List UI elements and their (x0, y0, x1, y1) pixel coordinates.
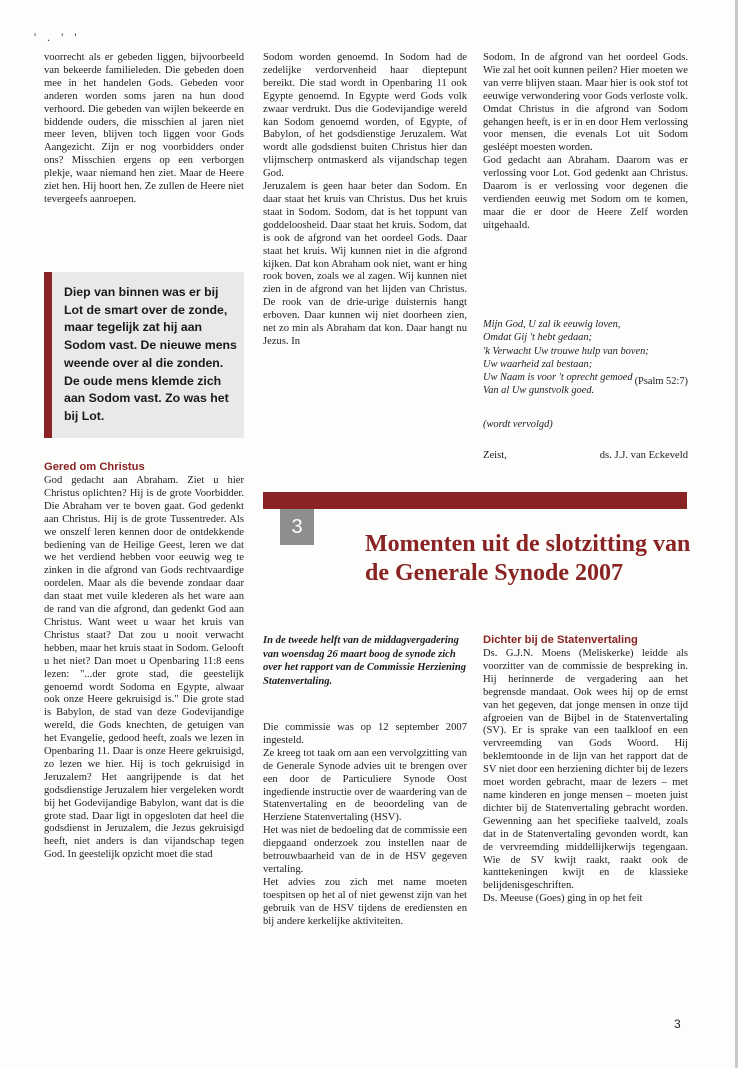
paragraph: Sodom worden genoemd. In Sodom had de zedelijke verdorvenheid haar dieptepunt bereikt. Die stad wordt in Openbaring 11 ook Egypte genoemd. In Egypte werd Gods volk zwaar verdrukt. Dus die Godevijandige wereld kan Sodom genoemd worden, of Egypte, of Babylon, of het godsdienstige Jeruzalem. Wat wordt alle godsdienst buiten Christus hier dan vlijmscherp ontmaskerd als vijandschap tegen God. (263, 52, 467, 180)
pull-quote-text: Diep van binnen was er bij Lot de smart over de zonde, maar tegelijk zat hij aan Sodom vast. De nieuwe mens weende over al die zonden. De oude mens klemde zich aan Sodom vast. Zo was het bij Lot. (64, 285, 237, 423)
pull-quote-bar (44, 272, 52, 438)
paragraph: Ds. Meeuse (Goes) ging in op het feit (483, 893, 643, 905)
paragraph: Sodom. In de afgrond van het oordeel Gods. Wie zal het ooit kunnen peilen? Hier moeten we van verre blijven staan. Maar hier is ook stof tot eeuwige verwondering voor Gods verloste volk. Omdat Christus in die afgrond van Sodom gehangen heeft, is er in en door Hem verlossing voor mensen, die evenals Lot uit Sodom gesléépt moesten worden. (483, 52, 688, 154)
paragraph: Die commissie was op 12 september 2007 ingesteld. (263, 722, 467, 746)
subheading-gered-om-christus: Gered om Christus (44, 461, 145, 473)
poem-line: Uw Naam is voor 't oprecht gemoed (483, 372, 633, 384)
article-intro: In de tweede helft van de middagvergadering van woensdag 26 maart boog de synode zich over het rapport van de Commissie Herziening Statenvertaling. (263, 635, 467, 687)
paragraph: Jeruzalem is geen haar beter dan Sodom. En daar staat het kruis van Christus. Dus het kruis staat in Sodom. Sodom, dat is het toppunt van goddeloosheid. Daar staat het kruis. Sodom, dat is ook de afgrond van het oordeel Gods. Daar staat het kruis. Wij kunnen niet in die afgrond kijken. Dat kon Abraham ook niet, want er hing rook boven, zoals we al zagen. Wij kunnen niet zien in de afgrond van het lijden van Christus. De rook van de drie-urige duisternis hangt erboven. Daar kunnen wij niet doorheen zien, net zo min als Abraham dat kon. Daar hangt nu Jezus. In (263, 181, 467, 347)
to-be-continued: (wordt vervolgd) (483, 419, 553, 430)
paragraph: Het advies zou zich met name moeten toespitsen op het al of niet gewenst zijn van het gebruik van de HSV tijdens de erediensten en bij andere kerkelijke aktiviteiten. (263, 876, 467, 927)
page-number: 3 (674, 1017, 681, 1031)
poem-line: Van al Uw gunstvolk goed. (483, 385, 595, 397)
corner-mark: ' . ' ' (34, 30, 81, 44)
column-3-top (483, 52, 688, 233)
paragraph: Ds. G.J.N. Moens (Meliskerke) leidde als voorzitter van de commissie de bespreking in. Hij herinnerde de vergadering aan het begrensde mandaat. Ook wees hij op de ernst van het gegeven, dat jonge mensen in onze tijd afgroeien van de Bijbel in de Statenvertaling (SV). Er is sprake van een taalkloof en een vervreemding van Gods Woord. Hij beklemtoonde in de lijn van het rapport dat de SV niet door een herziening dichter bij de lezers moet worden gebracht, maar de lezers – met name kinderen en jonge mensen – moeten juist dichter bij de Statenvertaling gebracht worden. Gewenning aan het specifieke taalveld, zoals dat in de Statenvertaling gevonden wordt, kan de vervreemding middellijkerwijs tegengaan. Wie de SV kwijt raakt, raakt ook de kanttekeningen kwijt en de klassieke belijdenisgeschriften. (483, 648, 688, 892)
pull-quote (44, 272, 244, 438)
column-2-top (263, 52, 467, 349)
poem-line: 'k Verwacht Uw trouwe hulp van boven; (483, 345, 649, 357)
poem-line: Mijn God, U zal ik eeuwig loven, (483, 319, 621, 330)
signature-author: ds. J.J. van Eckeveld (599, 450, 688, 461)
paragraph: Ze kreeg tot taak om aan een vervolgzitting van de Generale Synode advies uit te brengen over een door de Particuliere Synode Oost ingediende instructie over de waardering van de Statenvertaling en de beoordeling van de Herziene Statenvertaling (HSV). (263, 747, 467, 824)
column-1-bottom (44, 475, 244, 862)
paragraph: voorrecht als er gebeden liggen, bijvoorbeeld van bekeerde familieleden. Die gebeden doen mee in het handelen Gods. Gebeden voor anderen worden soms jaren na hun dood verhoord. Die gebeden van wijlen bekeerde en biddende ouders, die misschien al jaren niet meer leven, blijven toch liggen voor Gods Aangezicht. Zijn er nog voorbidders onder ons? Misschien ergens op een verborgen plekje, waar niemand hen ziet. Maar de Heere ziet hen. Hij hoort hen. Ze zullen de Heere niet tevergeefs aanroepen. (44, 52, 244, 205)
article-banner (263, 492, 687, 509)
column-3-bottom (483, 648, 688, 906)
column-2-bottom (263, 722, 467, 929)
subheading-dichter-bij-sv: Dichter bij de Statenvertaling (483, 634, 638, 646)
article-number: 3 (280, 509, 314, 545)
poem-line: Uw waarheid zal bestaan; (483, 358, 593, 370)
poem-line: Omdat Gij 't hebt gedaan; (483, 332, 593, 344)
paragraph: God gedacht aan Abraham. Daarom was er verlossing voor Lot. God gedenkt aan Christus. Daarom is er verlossing voor degenen die verdienden eeuwig met Sodom om te komen, maar die er door de Heere Zelf worden uitgehaald. (483, 155, 688, 231)
column-1-top (44, 52, 244, 207)
paragraph: God gedacht aan Abraham. Ziet u hier Christus oplichten? Hij is de grote Voorbidder. Die Abraham ver te boven gaat. God gedenkt aan Christus. Hij is de grote Tussentreder. Als we onszelf leren kennen door de ontdekkende bediening van de Heilige Geest, leren we dat we het verdiend hebben voor eeuwig weg te zinken in die afgrond van Gods rechtvaardige oordelen. Maar als die bevende zondaar daar dan staat met vuile klederen als het ware aan de rand van die afgrond, dan gedenkt God aan Christus. Want weet u waar het kruis van Christus staat? Dat zou u nooit verwacht hebben, maar het kruis staat in Sodom. Gelooft u het niet? Dan moet u Openbaring 11:8 eens lezen: "...der grote stad, die geestelijk genoemd wordt Sodoma en Egypte, alwaar ook onze Heere gekruisigd is." Die grote stad is Babylon, de stad van deze Godevijandige wereld, die Gods knechten, de getuigen van het Evangelie, gedood heeft, zoals we lezen in Openbaring 11. Daar is onze Heere gekruisigd, zo lezen we hier. Hij is toch gekruisigd in Jeruzalem? Het aangrijpende is dat het godsdienstige Jeruzalem hier vergeleken wordt bij het Godevijandige Babylon, want dat is die grote stad. Daar ligt in opgesloten dat heel die godsdienst in Jeruzalem, die Jezus gekruisigd heeft, niet anders is dan vijandschap tegen God. In geestelijk opzicht moet die stad (44, 475, 244, 861)
paragraph: Het was niet de bedoeling dat de commissie een diepgaand onderzoek zou instellen naar de betrouwbaarheid van de in de HSV gegeven vertaling. (263, 825, 467, 875)
article-title: Momenten uit de slotzitting van de Generale Synode 2007 (365, 531, 691, 586)
psalm-reference: (Psalm 52:7) (634, 376, 688, 387)
signature-city: Zeist, (483, 450, 507, 461)
